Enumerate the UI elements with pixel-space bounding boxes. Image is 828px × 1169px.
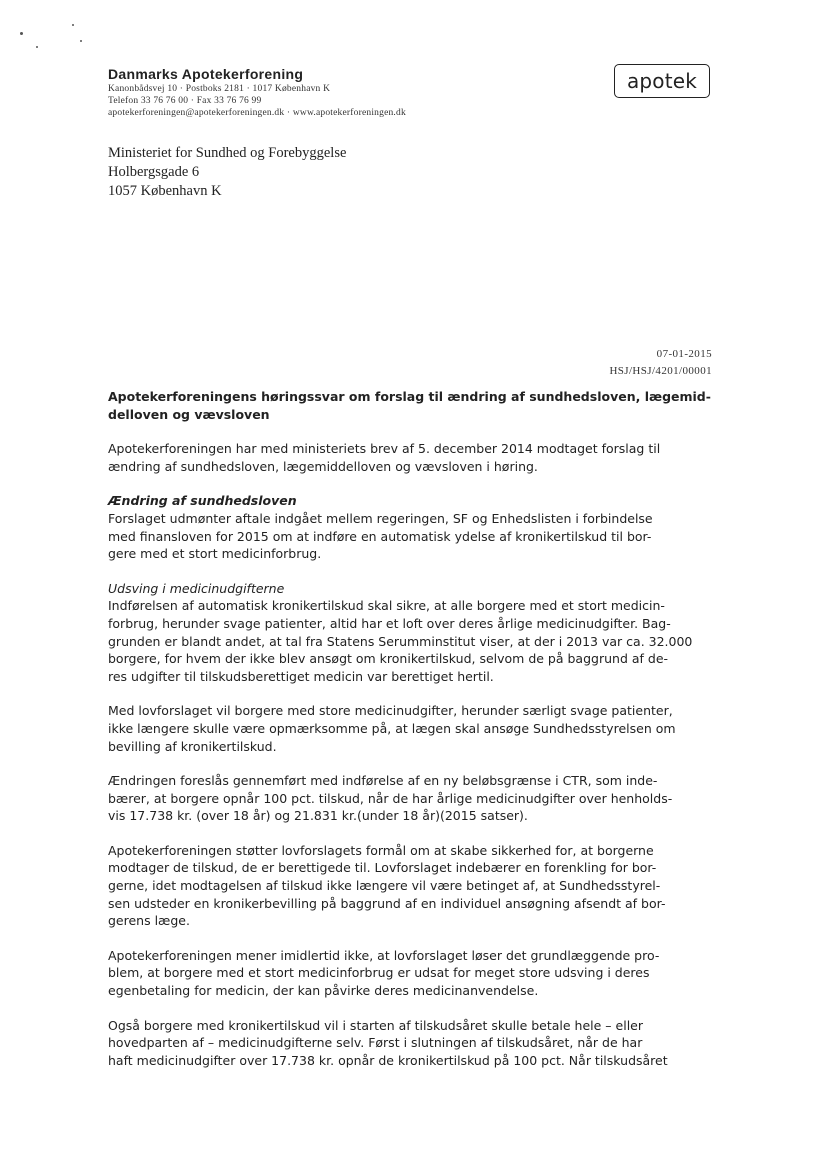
text-line: modtager de tilskud, de er berettigede til. Lovforslaget indebærer en forenkling for bor- [108, 860, 657, 876]
paragraph-intro [108, 440, 712, 475]
title-line: Apotekerforeningens høringssvar om forslag til ændring af sundhedsloven, lægemid- [108, 389, 711, 404]
paragraph-7 [108, 1017, 712, 1070]
paragraph-sub1 [108, 597, 712, 685]
text-line: grunden er blandt andet, at tal fra Statens Serumminstitut viser, at der i 2013 var ca. 32.000 [108, 633, 693, 649]
text-line: borgere, for hvem der ikke blev ansøgt om kronikertilskud, selvom de på baggrund af de- [108, 651, 669, 667]
organization-name: Danmarks Apotekerforening [108, 66, 304, 82]
text-line: Med lovforslaget vil borgere med store medicinudgifter, herunder særligt svage patienter, [108, 703, 673, 719]
scan-speck [72, 24, 74, 26]
recipient-line: Ministeriet for Sundhed og Forebyggelse [108, 145, 347, 161]
letter-date: 07-01-2015 [656, 348, 712, 360]
text-line: Forslaget udmønter aftale indgået mellem regeringen, SF og Enhedslisten i forbindelse [108, 510, 653, 526]
organization-address: Kanonbådsvej 10 · Postboks 2181 · 1017 København K [108, 84, 331, 94]
organization-phone: Telefon 33 76 76 00 · Fax 33 76 76 99 [108, 96, 262, 106]
text-line: bærer, at borgere opnår 100 pct. tilskud, når de har årlige medicinudgifter over henholds- [108, 790, 673, 806]
recipient-line: Holbergsgade 6 [108, 164, 200, 180]
text-line: hovedparten af – medicinudgifterne selv. Først i slutningen af tilskudsåret, når de har [108, 1035, 643, 1051]
text-line: haft medicinudgifter over 17.738 kr. opnår de kronikertilskud på 100 pct. Når tilskudsåret [108, 1052, 668, 1068]
organization-contact: apotekerforeningen@apotekerforeningen.dk · www.apotekerforeningen.dk [108, 108, 406, 118]
paragraph-5 [108, 842, 712, 930]
apotek-logo [614, 64, 710, 98]
apotek-logo-text: apotek [626, 69, 698, 93]
text-line: Apotekerforeningen har med ministeriets brev af 5. december 2014 modtaget forslag til [108, 441, 661, 457]
letter-reference: HSJ/HSJ/4201/00001 [609, 365, 712, 377]
sub-heading [108, 580, 712, 598]
text-line: gerens læge. [108, 913, 190, 929]
recipient-address [108, 144, 346, 201]
text-line: gere med et stort medicinforbrug. [108, 546, 322, 562]
paragraph-3 [108, 702, 712, 755]
text-line: vis 17.738 kr. (over 18 år) og 21.831 kr.(under 18 år)(2015 satser). [108, 808, 528, 824]
section-heading-text: Ændring af sundhedsloven [108, 493, 297, 509]
sub-heading-text: Udsving i medicinudgifterne [108, 580, 285, 596]
text-line: ikke længere skulle være opmærksomme på, at lægen skal ansøge Sundhedsstyrelsen om [108, 720, 676, 736]
text-line: Også borgere med kronikertilskud vil i starten af tilskudsåret skulle betale hele – eller [108, 1017, 643, 1033]
recipient-line: 1057 København K [108, 183, 222, 199]
scan-speck [20, 32, 23, 35]
text-line: egenbetaling for medicin, der kan påvirke deres medicinanvendelse. [108, 983, 539, 999]
scan-speck [80, 40, 82, 42]
text-line: Ændringen foreslås gennemført med indførelse af en ny beløbsgrænse i CTR, som inde- [108, 773, 658, 789]
text-line: bevilling af kronikertilskud. [108, 738, 277, 754]
paragraph-4 [108, 772, 712, 825]
letter-title [108, 388, 712, 423]
text-line: Apotekerforeningen støtter lovforslagets formål om at skabe sikkerhed for, at borgerne [108, 842, 654, 858]
text-line: Apotekerforeningen mener imidlertid ikke, at lovforslaget løser det grundlæggende pro- [108, 947, 660, 963]
text-line: blem, at borgere med et stort medicinforbrug er udsat for meget store udsving i deres [108, 965, 650, 981]
text-line: res udgifter til tilskudsberettiget medicin var berettiget hertil. [108, 668, 494, 684]
text-line: sen udsteder en kronikerbevilling på baggrund af en individuel ansøgning afsendt af bor- [108, 895, 666, 911]
letter-body [108, 388, 712, 1069]
letter-meta [609, 346, 712, 380]
text-line: Indførelsen af automatisk kronikertilskud skal sikre, at alle borgere med et stort medicin- [108, 598, 665, 614]
paragraph-section1 [108, 510, 712, 563]
text-line: forbrug, herunder svage patienter, altid har et loft over deres årlige medicinudgifter. Bag- [108, 615, 671, 631]
scan-speck [36, 46, 38, 48]
letterhead [108, 66, 588, 119]
text-line: med finansloven for 2015 om at indføre en automatisk ydelse af kronikertilskud til bor- [108, 528, 652, 544]
text-line: ændring af sundhedsloven, lægemiddelloven og vævsloven i høring. [108, 458, 538, 474]
title-line: delloven og vævsloven [108, 406, 270, 422]
section-heading [108, 492, 712, 510]
paragraph-6 [108, 947, 712, 1000]
text-line: gerne, idet modtagelsen af tilskud ikke længere vil være betinget af, at Sundhedsstyrel- [108, 878, 661, 894]
